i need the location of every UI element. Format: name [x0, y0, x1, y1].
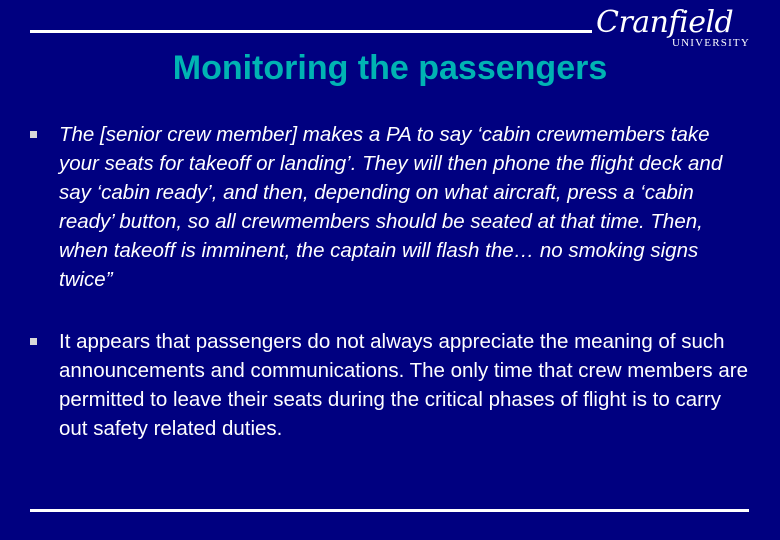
- bullet-item: [30, 120, 754, 294]
- bottom-divider-line: [30, 509, 749, 512]
- bullet-text: It appears that passengers do not always appreciate the meaning of such announcements and communications. The only time that crew members are permitted to leave their seats during the critical phases of flight is to carry out safety related duties.: [59, 330, 748, 440]
- university-logo: [596, 6, 780, 52]
- bullet-list: [30, 120, 754, 443]
- bullet-text: The [senior crew member] makes a PA to say ‘cabin crewmembers take your seats for takeoff or landing’. They will then phone the flight deck and say ‘cabin ready’, and then, depending on what aircraft, press a ‘cabin ready’ button, so all crewmembers should be seated at that time. Then, when takeoff is imminent, the captain will flash the… no smoking signs twice”: [59, 123, 723, 291]
- square-bullet-icon: [30, 131, 37, 138]
- top-divider-line: [30, 30, 592, 33]
- square-bullet-icon: [30, 338, 37, 345]
- logo-subtitle: UNIVERSITY: [672, 37, 750, 49]
- logo-wordmark: Cranfield: [596, 5, 734, 40]
- slide-title: Monitoring the passengers: [172, 49, 608, 87]
- bullet-item: [30, 327, 754, 443]
